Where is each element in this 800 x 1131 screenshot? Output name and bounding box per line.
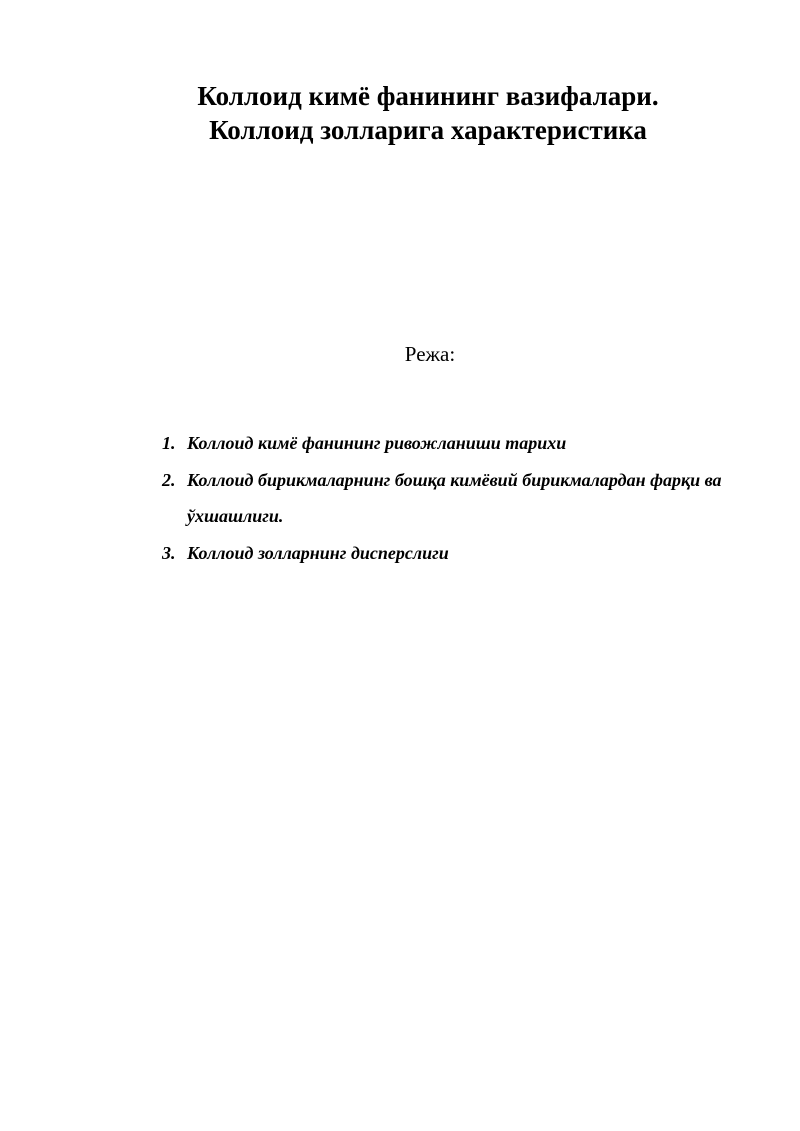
page-subtitle: Коллоид золларига характеристика — [209, 115, 647, 145]
plan-list — [160, 425, 760, 571]
plan-item — [160, 462, 760, 535]
plan-item-text: Коллоид бирикмаларнинг бошқа кимёвий бирикмалардан фарқи ва ўхшашлиги. — [187, 469, 722, 526]
plan-item — [160, 425, 760, 462]
plan-item-number: 3. — [162, 542, 176, 563]
plan-item-number: 1. — [162, 433, 176, 453]
plan-item — [160, 535, 760, 572]
plan-item-text: Коллоид золларнинг дисперслиги — [187, 542, 449, 563]
page-title: Коллоид кимё фанининг вазифалари. — [197, 81, 659, 111]
plan-item-number: 2. — [162, 469, 176, 490]
plan-item-text: Коллоид кимё фанининг ривожланиши тарихи — [187, 433, 567, 453]
plan-heading: Режа: — [404, 342, 456, 366]
